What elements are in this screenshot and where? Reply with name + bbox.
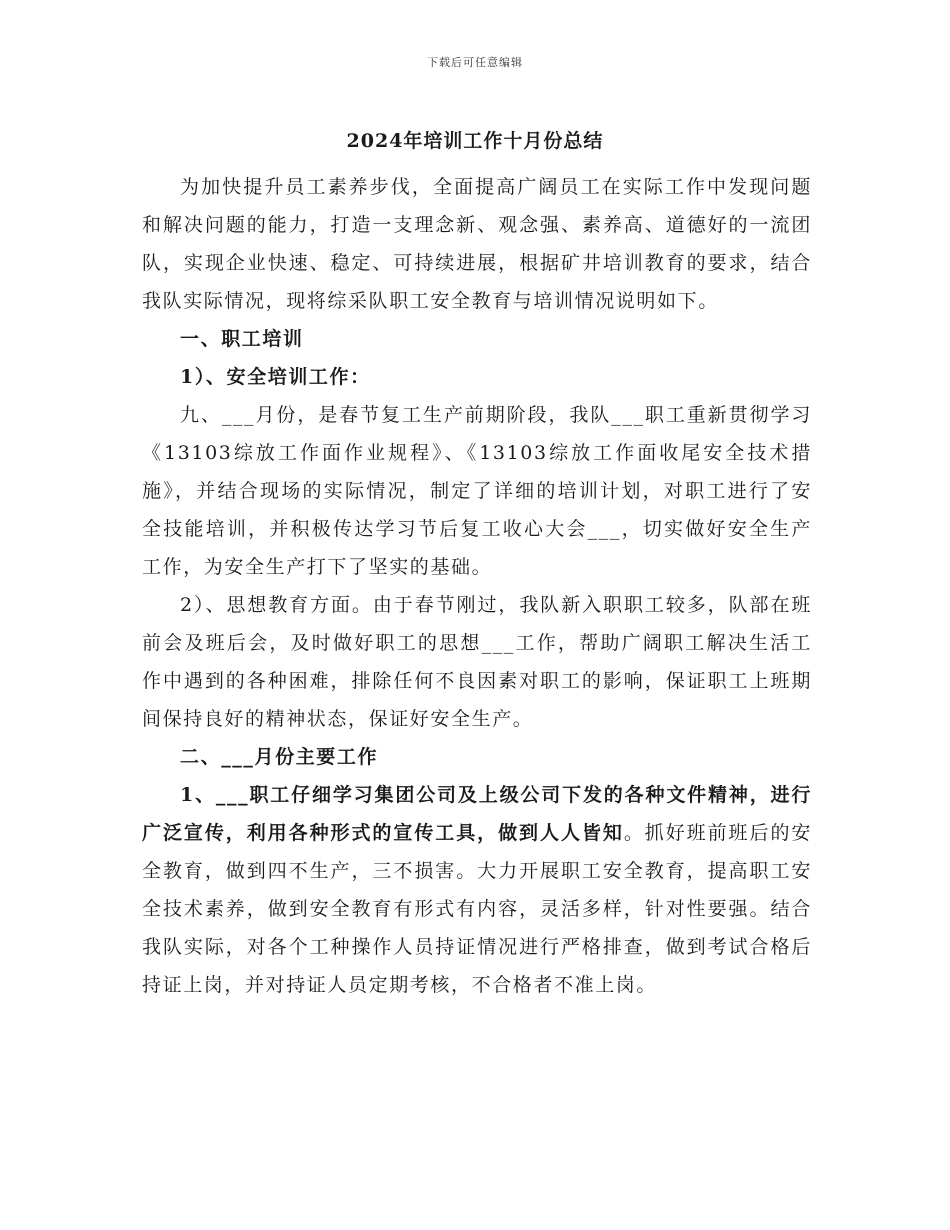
safety-training-paragraph: 九、___月份，是春节复工生产前期阶段，我队___职工重新贯彻学习《13103综放工作面作业规程》、《13103综放工作面收尾安全技术措施》，并结合现场的实际情况，制定了详细的培训计划，对职工进行了安全技能培训，并积极传达学习节后复工收心大会___，切实做好安全生产工作，为安全生产打下了坚实的基础。: [142, 404, 812, 578]
ideological-education-paragraph: 2）、思想教育方面。由于春节刚过，我队新入职职工较多，队部在班前会及班后会，及时做好职工的思想___工作，帮助广阔职工解决生活工作中遇到的各种困难，排除任何不良因素对职工的影响，保证职工上班期间保持良好的精神状态，保证好安全生产。: [142, 594, 812, 730]
document-title: 2024年培训工作十月份总结: [346, 130, 604, 152]
main-work-item-1: [142, 776, 812, 1004]
intro-paragraph: 为加快提升员工素养步伐，全面提高广阔员工在实际工作中发现问题和解决问题的能力，打造一支理念新、观念强、素养高、道德好的一流团队，实现企业快速、稳定、可持续进展，根据矿井培训教育的要求，结合我队实际情况，现将综采队职工安全教育与培训情况说明如下。: [142, 176, 812, 312]
main-work-item-1-rest: 。抓好班前班后的安全教育，做到四不生产，三不损害。大力开展职工安全教育，提高职工安全技术素养，做到安全教育有形式有内容，灵活多样，针对性要强。结合我队实际，对各个工种操作人员持证情况进行严格排查，做到考试合格后持证上岗，并对持证人员定期考核，不合格者不准上岗。: [142, 822, 812, 996]
subsection-heading-safety-training: 1）、安全培训工作：: [180, 366, 371, 388]
section-heading-training: 一、职工培训: [180, 328, 304, 350]
main-work-item-1-bold: 1、___职工仔细学习集团公司及上级公司下发的各种文件精神，进行广泛宣传，利用各种形式的宣传工具，做到人人皆知: [142, 784, 812, 844]
section-heading-main-work: 二、___月份主要工作: [180, 746, 379, 768]
document-body: [142, 168, 812, 1004]
header-note: 下载后可任意编辑: [427, 56, 523, 69]
